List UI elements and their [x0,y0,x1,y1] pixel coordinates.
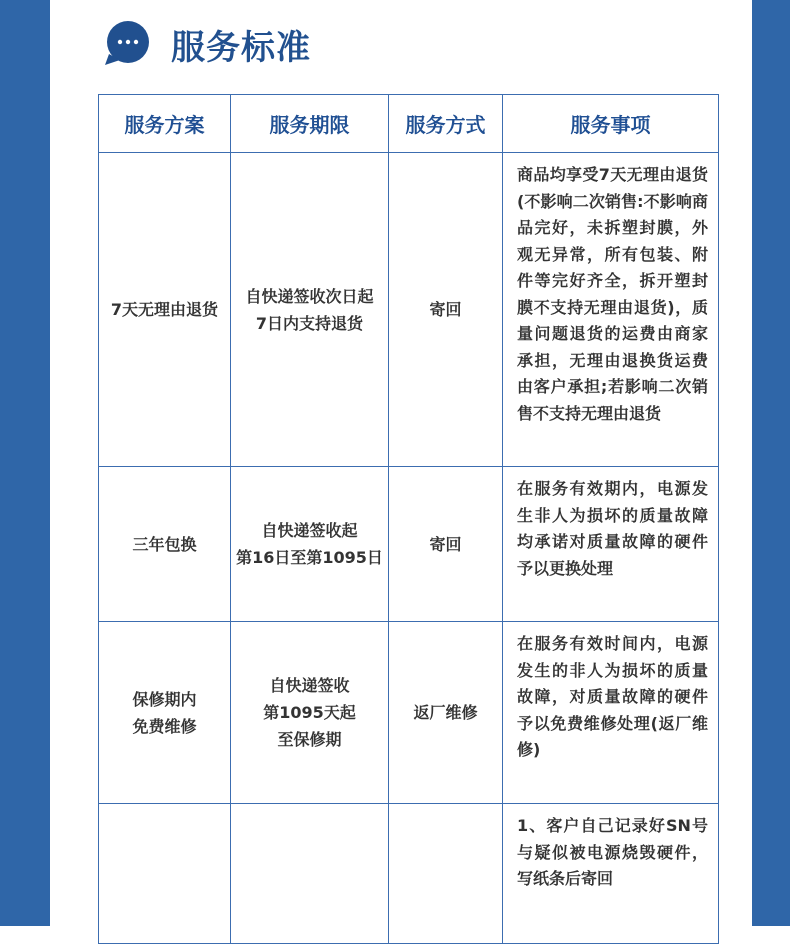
cell-plan: 7天无理由退货 [99,153,231,467]
header-matters: 服务事项 [503,95,719,153]
table-row [99,804,719,944]
cell-period: 自快递签收起 第16日至第1095日 [231,467,389,622]
table-row [99,467,719,622]
section-heading [103,20,311,68]
right-border-bar [752,0,790,926]
cell-period: 自快递签收次日起 7日内支持退货 [231,153,389,467]
section-title: 服务标准 [171,27,311,68]
cell-matters: 在服务有效时间内，电源发生的非人为损坏的质量故障，对质量故障的硬件予以免费维修处理(返厂维修) [503,622,719,804]
header-method: 服务方式 [389,95,503,153]
table-row [99,622,719,804]
cell-matters: 1、客户自己记录好SN号与疑似被电源烧毁硬件，写纸条后寄回 [503,804,719,944]
cell-plan: 三年包换 [99,467,231,622]
chat-bubble-icon [103,20,151,68]
table-row [99,153,719,467]
cell-matters: 在服务有效期内，电源发生非人为损坏的质量故障均承诺对质量故障的硬件予以更换处理 [503,467,719,622]
cell-method [389,804,503,944]
cell-period [231,804,389,944]
table-header-row [99,95,719,153]
cell-plan [99,804,231,944]
cell-method: 返厂维修 [389,622,503,804]
cell-method: 寄回 [389,467,503,622]
cell-matters: 商品均享受7天无理由退货(不影响二次销售:不影响商品完好，未拆塑封膜，外观无异常，所有包装、附件等完好齐全，拆开塑封膜不支持无理由退货)，质量问题退货的运费由商家承担，无理由退换货运费由客户承担;若影响二次销售不支持无理由退货 [503,153,719,467]
cell-method: 寄回 [389,153,503,467]
left-border-bar [0,0,50,926]
cell-plan: 保修期内 免费维修 [99,622,231,804]
header-plan: 服务方案 [99,95,231,153]
cell-period: 自快递签收 第1095天起 至保修期 [231,622,389,804]
service-standard-table [98,94,719,944]
header-period: 服务期限 [231,95,389,153]
